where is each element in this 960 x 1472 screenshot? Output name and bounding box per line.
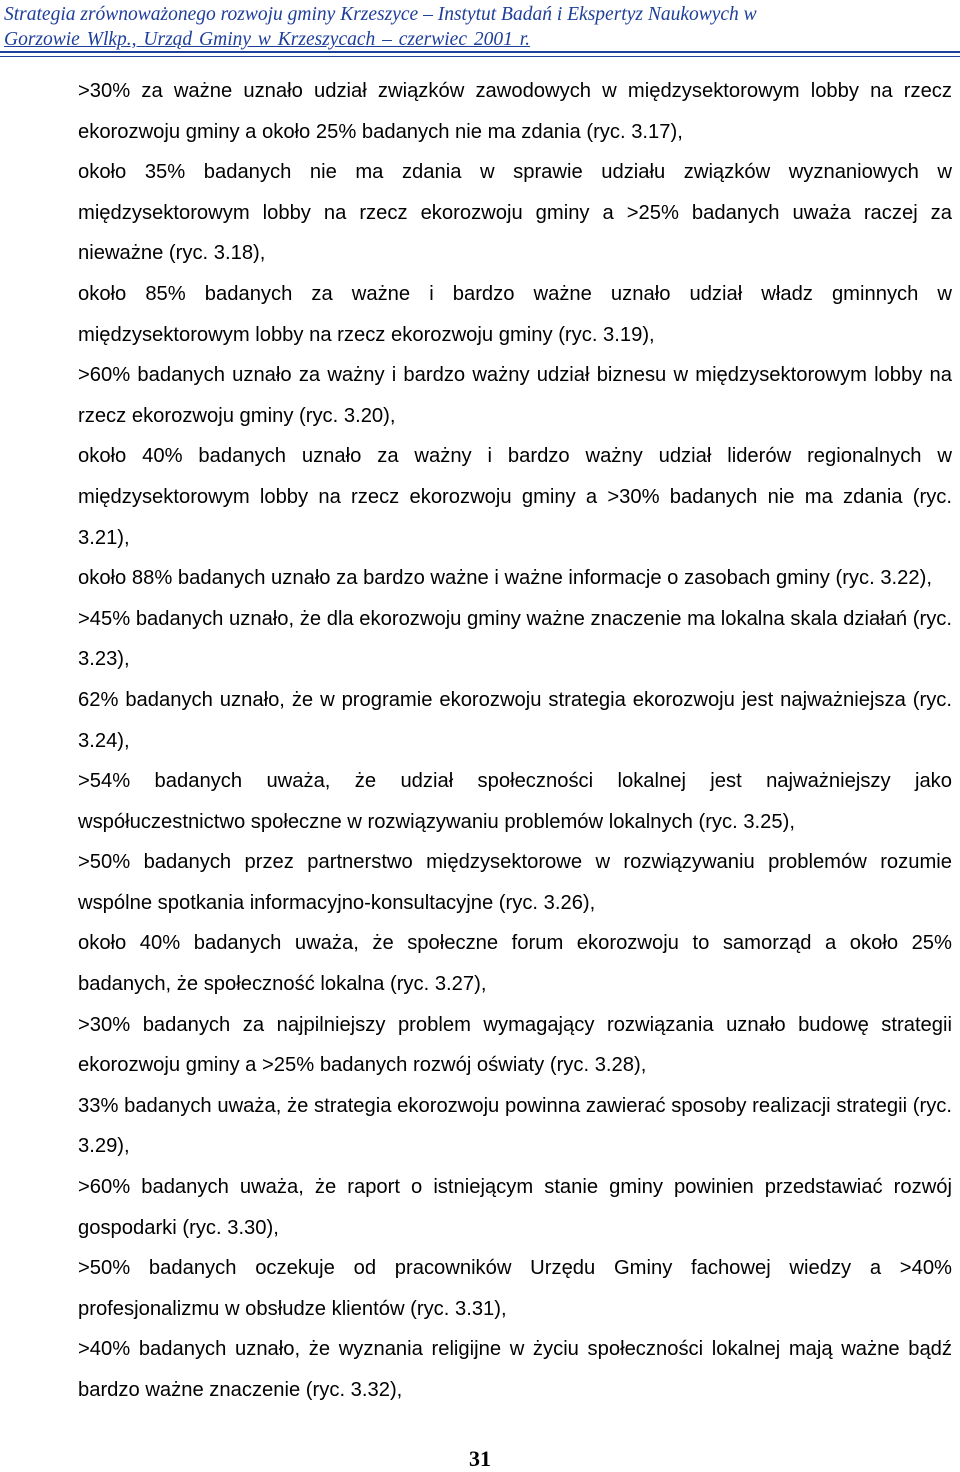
list-item: >60% badanych uznało za ważny i bardzo ważny udział biznesu w międzysektorowym lobby na rzecz ekorozwoju gminy (ryc. 3.20),: [78, 364, 952, 427]
list-item: >60% badanych uważa, że raport o istniejącym stanie gminy powinien przedstawiać rozwój gospodarki (ryc. 3.30),: [78, 1176, 952, 1239]
list-item: >54% badanych uważa, że udział społeczności lokalnej jest najważniejszy jako współuczestnictwo społeczne w rozwiązywaniu problemów lokalnych (ryc. 3.25),: [78, 770, 952, 833]
list-item: >50% badanych przez partnerstwo międzysektorowe w rozwiązywaniu problemów rozumie wspólne spotkania informacyjno-konsultacyjne (ryc. 3.26),: [78, 851, 952, 914]
page-number: 31: [469, 1446, 491, 1471]
header-rule-thin: [0, 56, 960, 57]
list-item: >45% badanych uznało, że dla ekorozwoju gminy ważne znaczenie ma lokalna skala działań (ryc. 3.23),: [78, 607, 952, 671]
running-header: [4, 2, 956, 52]
header-title-line-1: Strategia zrównoważonego rozwoju gminy Krzeszyce – Instytut Badań i Ekspertyz Naukowych w: [4, 4, 757, 25]
header-rule-thick: [0, 51, 960, 53]
list-item: 33% badanych uważa, że strategia ekorozwoju powinna zawierać sposoby realizacji strategii (ryc. 3.29),: [78, 1094, 952, 1158]
list-item: >40% badanych uznało, że wyznania religijne w życiu społeczności lokalnej mają ważne bądź bardzo ważne znaczenie (ryc. 3.32),: [78, 1338, 952, 1401]
list-item: około 85% badanych za ważne i bardzo ważne uznało udział władz gminnych w międzysektorowym lobby na rzecz ekorozwoju gminy (ryc. 3.19),: [78, 282, 952, 346]
header-title-line-2: Gorzowie Wlkp., Urząd Gminy w Krzeszycach – czerwiec 2001 r.: [4, 29, 531, 50]
list-item: >50% badanych oczekuje od pracowników Urzędu Gminy fachowej wiedzy a >40% profesjonalizmu w obsłudze klientów (ryc. 3.31),: [78, 1257, 952, 1320]
findings-list: [78, 71, 952, 1411]
list-item: około 35% badanych nie ma zdania w sprawie udziału związków wyznaniowych w międzysektorowym lobby na rzecz ekorozwoju gminy a >25% badanych uważa raczej za nieważne (ryc. 3.18),: [78, 161, 952, 265]
list-item: około 40% badanych uznało za ważny i bardzo ważny udział liderów regionalnych w międzysektorowym lobby na rzecz ekorozwoju gminy a >30% badanych nie ma zdania (ryc. 3.21),: [78, 445, 952, 549]
list-item: około 88% badanych uznało za bardzo ważne i ważne informacje o zasobach gminy (ryc. 3.22),: [78, 567, 932, 590]
list-item: 62% badanych uznało, że w programie ekorozwoju strategia ekorozwoju jest najważniejsza (ryc. 3.24),: [78, 688, 952, 752]
list-item: >30% za ważne uznało udział związków zawodowych w międzysektorowym lobby na rzecz ekorozwoju gminy a około 25% badanych nie ma zdania (ryc. 3.17),: [78, 80, 952, 143]
list-item: >30% badanych za najpilniejszy problem wymagający rozwiązania uznało budowę strategii ekorozwoju gminy a >25% badanych rozwój oświaty (ryc. 3.28),: [78, 1013, 952, 1077]
list-item: około 40% badanych uważa, że społeczne forum ekorozwoju to samorząd a około 25% badanych, że społeczność lokalna (ryc. 3.27),: [78, 932, 952, 996]
